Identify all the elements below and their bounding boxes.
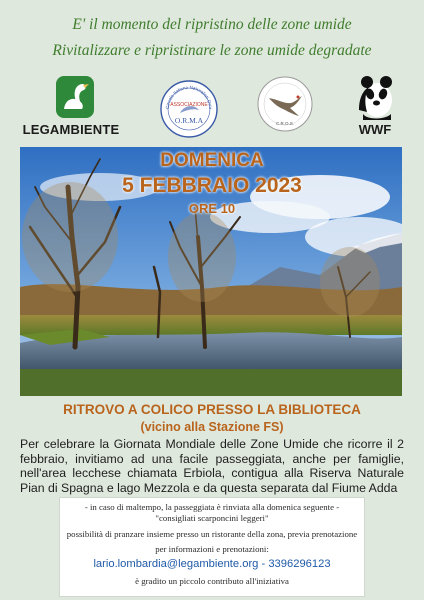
headline-line-2: Rivitalizzare e ripristinare le zone umide degradate <box>52 42 372 59</box>
meeting-place-note: (vicino alla Stazione FS) <box>140 420 284 434</box>
orma-logo-text: ASSOCIAZIONE <box>170 102 208 108</box>
cros-logo-text: C.R.O.S. <box>275 121 295 126</box>
wwf-panda-icon <box>355 74 395 120</box>
event-time: ORE 10 <box>188 201 236 216</box>
weather-note: - in caso di maltempo, la passeggiata è rinviata alla domenica seguente - <box>84 502 340 512</box>
event-description: Per celebrare la Giornata Mondiale delle Zone Umide che ricorre il 2 febbraio, invitiamo ad una facile passeggiata, anche per famiglie, nell'area lecchese chiamata Erbiola, contigua alla Riserva Naturale Pian di Spagna e lago Mezzola e da questa separata dal Fiume Adda <box>20 437 404 495</box>
wwf-logo-text: WWF <box>358 122 392 137</box>
event-day: DOMENICA <box>160 150 264 171</box>
orma-ring-text: Circolo Italiano Naturalisti Orni <box>164 84 214 110</box>
contact-email-phone[interactable]: lario.lombardia@legambiente.org - 3396296123 <box>93 558 331 570</box>
legambiente-logo-text: LEGAMBIENTE <box>22 122 120 137</box>
cros-swallow-logo-icon <box>257 76 313 132</box>
contacts-label: per informazioni e prenotazioni: <box>155 544 269 554</box>
legambiente-swan-icon <box>56 76 94 118</box>
orma-logo-letters: O.R.M.A <box>174 116 204 125</box>
shoes-note: "consigliati scarponcini leggeri" <box>155 513 269 523</box>
orma-logo-icon <box>160 80 218 138</box>
lunch-note: possibilità di pranzare insieme presso un ristorante della zona, previa prenotazione <box>66 529 358 539</box>
info-box <box>60 498 364 596</box>
meeting-place: RITROVO A COLICO PRESSO LA BIBLIOTECA <box>63 402 361 417</box>
contribution-note: è gradito un piccolo contributo all'iniziativa <box>135 576 289 586</box>
headline-line-1: E' il momento del ripristino delle zone umide <box>72 16 352 33</box>
event-date: 5 FEBBRAIO 2023 <box>122 174 302 197</box>
